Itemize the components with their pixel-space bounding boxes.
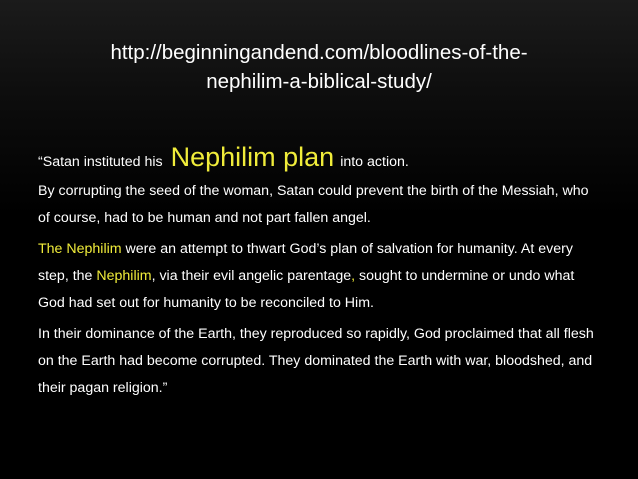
paragraph-dominance: In their dominance of the Earth, they reproduced so rapidly, God proclaimed that all flesh on the Earth had become corrupted. They dominated the Earth with war, bloodshed, and their pagan religion.” <box>38 326 594 396</box>
paragraph-intro <box>38 140 600 176</box>
nephilim-text-3: sought to undermine or undo what God had set out for humanity to be reconciled to Him. <box>38 268 575 311</box>
intro-text-after: into action. <box>340 154 409 170</box>
nephilim-text-2: , via their evil angelic parentage <box>151 268 352 284</box>
nephilim-highlight-1: The Nephilim <box>38 241 122 257</box>
title-line-2: nephilim-a-biblical-study/ <box>206 70 432 93</box>
paragraph-nephilim <box>38 236 600 317</box>
nephilim-plan-highlight: Nephilim plan <box>170 142 335 172</box>
nephilim-highlight-2: Nephilim <box>96 268 152 284</box>
paragraph-seed: By corrupting the seed of the woman, Satan could prevent the birth of the Messiah, who of course, had to be human and not part fallen angel. <box>38 183 589 226</box>
slide-body <box>38 140 600 402</box>
nephilim-highlight-comma: , <box>351 268 356 284</box>
nephilim-text-1: were an attempt to thwart God’s plan of salvation for humanity. At every step, the <box>38 241 573 284</box>
slide-title <box>40 38 598 96</box>
title-line-1: http://beginningandend.com/bloodlines-of-the- <box>110 41 528 64</box>
intro-text-before: “Satan instituted his <box>38 154 163 170</box>
